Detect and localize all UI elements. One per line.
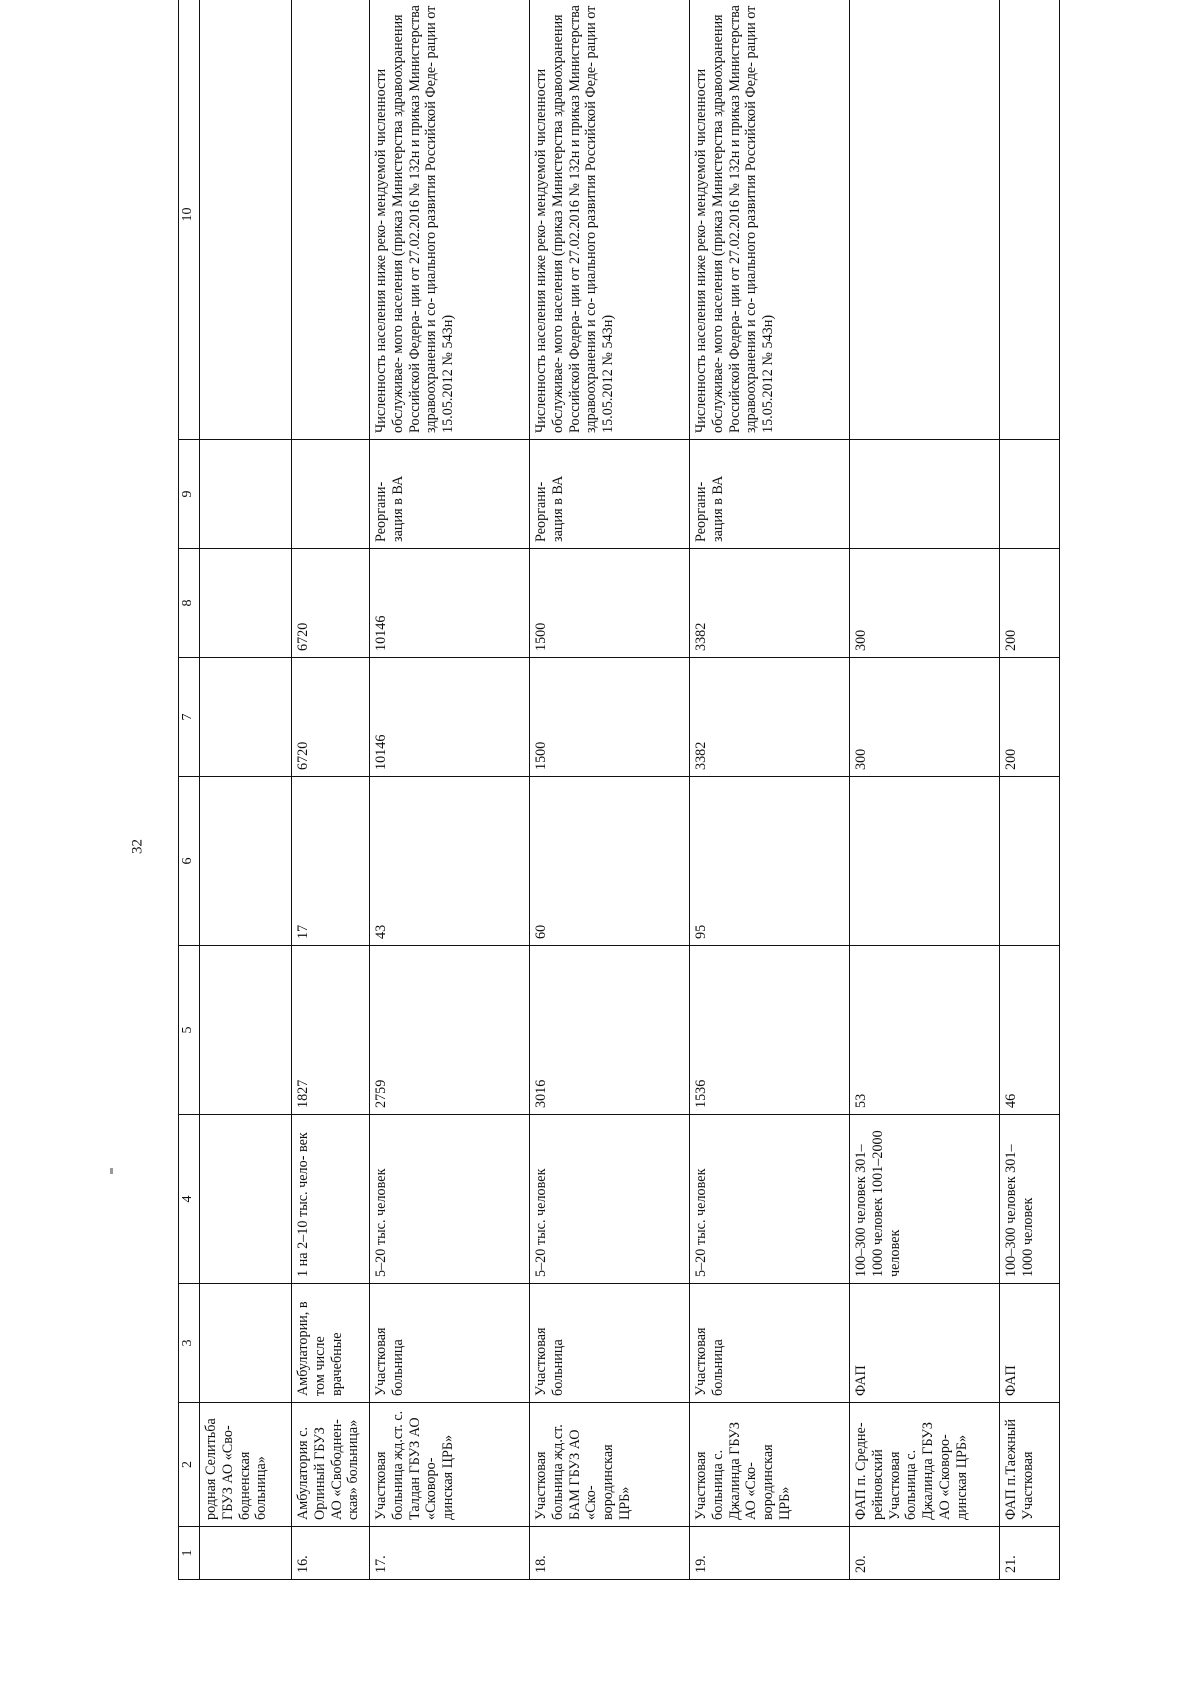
table-cell: Численность населения ниже реко- мендуемой численности обслуживае- мого населения (приказ Министерства здравоохранения Российской Федера- ции от 27.02.2016 № 132н и приказ Министерства здравоохранения и со- циального развития Российской Феде- рации от 15.05.2012 № 543н) (690, 0, 850, 440)
table-cell: 100–300 человек 301–1000 человек (1000, 1115, 1060, 1284)
table-cell: Участковая больница жд.ст. БАМ ГБУЗ АО «Ско- вородинская ЦРБ» (530, 1403, 690, 1527)
table-cell (292, 440, 370, 549)
table-cell: 2759 (370, 946, 530, 1115)
table-cell (200, 440, 292, 549)
table-cell: ФАП п. Средне- рейновский Участковая больница с. Джалинда ГБУЗ АО «Сковоро- динская ЦРБ» (850, 1403, 1000, 1527)
table-cell: ФАП (850, 1284, 1000, 1403)
table-cell: 300 (850, 549, 1000, 658)
table-cell (200, 1284, 292, 1403)
table-cell: 18. (530, 1527, 690, 1580)
table-cell (1000, 777, 1060, 946)
table-body (200, 0, 1060, 1580)
table-cell: Численность населения ниже реко- мендуемой численности обслуживае- мого населения (приказ Министерства здравоохранения Российской Федера- ции от 27.02.2016 № 132н и приказ Министерства здравоохранения и со- циального развития Российской Феде- рации от 15.05.2012 № 543н) (530, 0, 690, 440)
table-cell: 300 (850, 658, 1000, 777)
table-cell: 60 (530, 777, 690, 946)
table-cell (292, 0, 370, 440)
table-cell (850, 440, 1000, 549)
header-row (179, 0, 200, 1580)
table-cell: ФАП (1000, 1284, 1060, 1403)
table-cell: 1536 (690, 946, 850, 1115)
table-cell: Участковая больница с. Джалинда ГБУЗ АО «Ско- вородинская ЦРБ» (690, 1403, 850, 1527)
header-cell: 7 (179, 658, 200, 777)
table-cell: Участковая больница жд.ст. с. Талдан ГБУЗ АО «Сковоро- динская ЦРБ» (370, 1403, 530, 1527)
table-cell (200, 1527, 292, 1580)
table-cell: 19. (690, 1527, 850, 1580)
table-cell: 43 (370, 777, 530, 946)
table-cell (200, 777, 292, 946)
table-cell (200, 0, 292, 440)
table-cell (200, 946, 292, 1115)
table-cell: 21. (1000, 1527, 1060, 1580)
table-cell: 20. (850, 1527, 1000, 1580)
table-cell (200, 658, 292, 777)
table-cell: 1500 (530, 658, 690, 777)
table-cell: Реоргани- зация в ВА (690, 440, 850, 549)
table-cell: 1827 (292, 946, 370, 1115)
table-cell: 17 (292, 777, 370, 946)
table-cell: 200 (1000, 658, 1060, 777)
table-cell (1000, 440, 1060, 549)
table-cell: Реоргани- зация в ВА (530, 440, 690, 549)
header-cell: 3 (179, 1284, 200, 1403)
scan-speck (110, 1168, 113, 1174)
table-cell (1000, 0, 1060, 440)
header-cell: 8 (179, 549, 200, 658)
table-row (690, 0, 850, 1580)
header-cell: 2 (179, 1403, 200, 1527)
facilities-table (178, 0, 1060, 1580)
page-number: 32 (129, 839, 146, 854)
table-cell: 10146 (370, 658, 530, 777)
table-row (1000, 0, 1060, 1580)
table-row (850, 0, 1000, 1580)
table-cell: 3382 (690, 658, 850, 777)
table-cell: Численность населения ниже реко- мендуемой численности обслуживае- мого населения (приказ Министерства здравоохранения Российской Федера- ции от 27.02.2016 № 132н и приказ Министерства здравоохранения и со- циального развития Российской Феде- рации от 15.05.2012 № 543н) (370, 0, 530, 440)
table-cell: 17. (370, 1527, 530, 1580)
table-cell: Реоргани- зация в ВА (370, 440, 530, 549)
table-cell: Амбулатория с. Орлиный ГБУЗ АО «Свободнен- ская» больница» (292, 1403, 370, 1527)
header-cell: 9 (179, 440, 200, 549)
table-cell: 5–20 тыс. человек (370, 1115, 530, 1284)
table-cell: 16. (292, 1527, 370, 1580)
header-cell: 5 (179, 946, 200, 1115)
table-row (530, 0, 690, 1580)
table-cell: ФАП п.Таежный Участковая (1000, 1403, 1060, 1527)
table-cell: 5–20 тыс. человек (690, 1115, 850, 1284)
table-cell (200, 549, 292, 658)
table-row (370, 0, 530, 1580)
table-cell: Участковая больница (690, 1284, 850, 1403)
table-cell: 10146 (370, 549, 530, 658)
table-cell: 46 (1000, 946, 1060, 1115)
table-cell: родная Селитьба ГБУЗ АО «Сво- бодненская больница» (200, 1403, 292, 1527)
table-cell: Амбулатории, в том числе врачебные (292, 1284, 370, 1403)
table-cell: 200 (1000, 549, 1060, 658)
table-cell (850, 0, 1000, 440)
table-row (200, 0, 292, 1580)
header-cell: 6 (179, 777, 200, 946)
header-cell: 10 (179, 0, 200, 440)
table-cell: 95 (690, 777, 850, 946)
table-cell: Участковая больница (530, 1284, 690, 1403)
table-cell: 6720 (292, 549, 370, 658)
rotated-table-container (178, 5, 1058, 1580)
table-cell: 1 на 2–10 тыс. чело- век (292, 1115, 370, 1284)
table-cell (200, 1115, 292, 1284)
table-cell: 1500 (530, 549, 690, 658)
table-cell: 6720 (292, 658, 370, 777)
table-cell: 53 (850, 946, 1000, 1115)
table-cell: 3016 (530, 946, 690, 1115)
header-cell: 4 (179, 1115, 200, 1284)
table-cell (850, 777, 1000, 946)
table-cell: 3382 (690, 549, 850, 658)
header-cell: 1 (179, 1527, 200, 1580)
table-cell: 5–20 тыс. человек (530, 1115, 690, 1284)
table-row (292, 0, 370, 1580)
table-cell: Участковая больница (370, 1284, 530, 1403)
table-cell: 100–300 человек 301–1000 человек 1001–2000 человек (850, 1115, 1000, 1284)
